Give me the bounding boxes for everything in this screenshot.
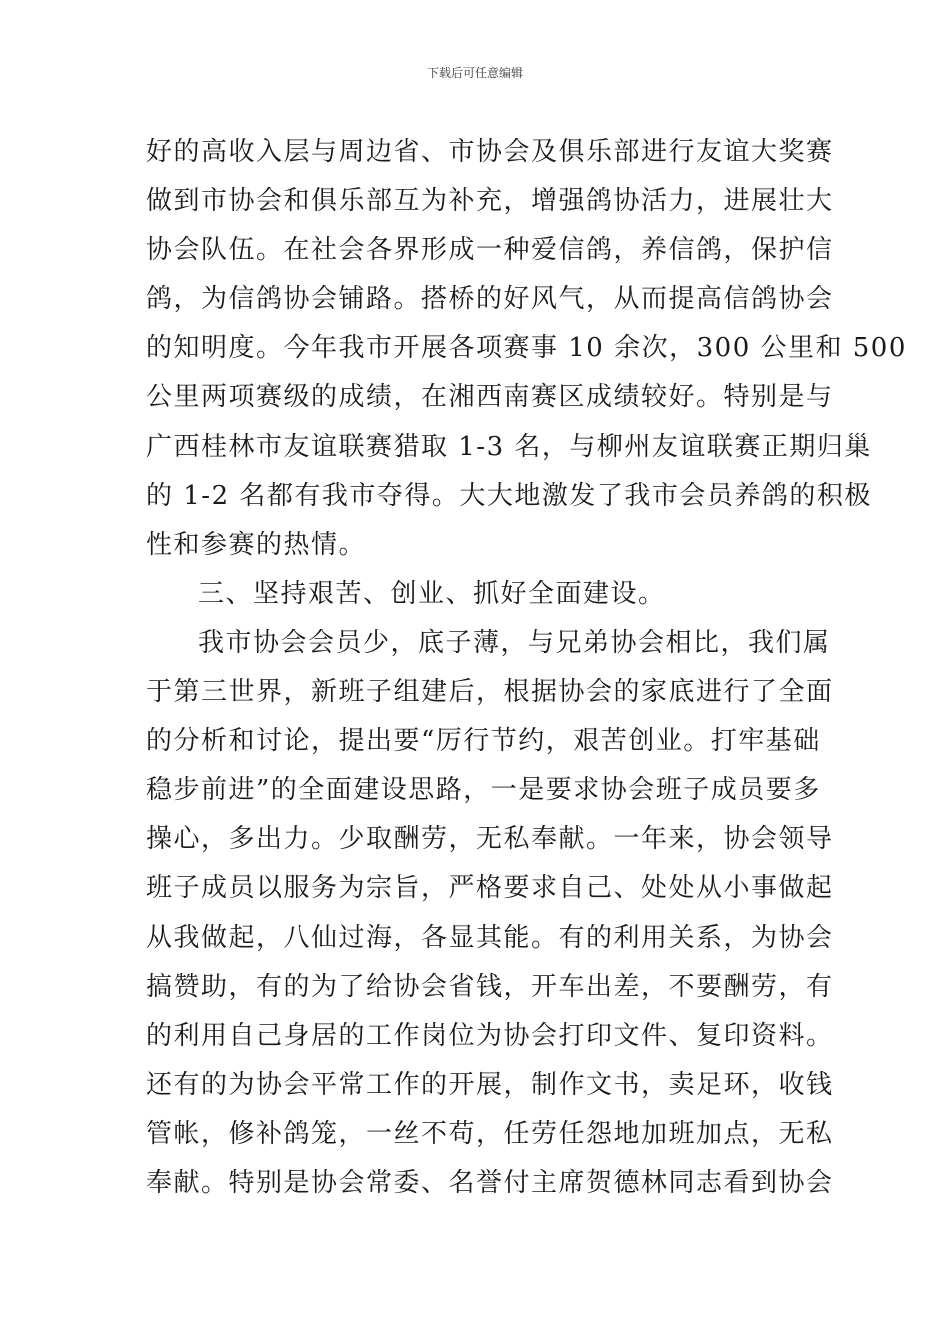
text-line: 班子成员以服务为宗旨，严格要求自己、处处从小事做起 <box>146 873 834 904</box>
text-line: 鸽，为信鸽协会铺路。搭桥的好风气，从而提高信鸽协会 <box>146 284 834 315</box>
text-line: 搞赞助，有的为了给协会省钱，开车出差，不要酬劳，有 <box>146 971 834 1002</box>
page-header: 下载后可任意编辑 <box>426 66 523 80</box>
text-line: 公里两项赛级的成绩，在湘西南赛区成绩较好。特别是与 <box>146 382 834 413</box>
text-line: 的分析和讨论，提出要“厉行节约，艰苦创业。打牢基础 <box>146 726 821 757</box>
text-line: 性和参赛的热情。 <box>146 529 367 560</box>
text-line: 从我做起，八仙过海，各显其能。有的利用关系，为协会 <box>146 922 834 953</box>
text-line: 的利用自己身居的工作岗位为协会打印文件、复印资料。 <box>146 1020 834 1051</box>
text-line: 好的高收入层与周边省、市协会及俱乐部进行友谊大奖赛 <box>146 137 834 167</box>
text-line: 管帐，修补鸽笼，一丝不苟，任劳任怨地加班加点，无私 <box>146 1118 834 1149</box>
text-line: 协会队伍。在社会各界形成一种爱信鸽，养信鸽，保护信 <box>146 235 834 266</box>
text-line: 的知明度。今年我市开展各项赛事 10 余次，300 公里和 500 <box>146 333 907 364</box>
text-line: 稳步前进”的全面建设思路，一是要求协会班子成员要多 <box>146 775 821 806</box>
text-line: 于第三世界，新班子组建后，根据协会的家底进行了全面 <box>146 677 834 708</box>
text-line: 操心，多出力。少取酬劳，无私奉献。一年来，协会领导 <box>146 824 834 855</box>
text-line: 还有的为协会平常工作的开展，制作文书，卖足环，收钱 <box>146 1069 834 1100</box>
text-line: 做到市协会和俱乐部互为补充，增强鸽协活力，进展壮大 <box>146 186 834 217</box>
text-line: 的 1-2 名都有我市夺得。大大地激发了我市会员养鸽的积极 <box>146 480 872 511</box>
text-line: 广西桂林市友谊联赛猎取 1-3 名，与柳州友谊联赛正期归巢 <box>146 431 872 462</box>
text-line: 奉献。特别是协会常委、名誉付主席贺德林同志看到协会 <box>146 1167 834 1198</box>
text-line: 三、坚持艰苦、创业、抓好全面建设。 <box>198 578 666 609</box>
document-body <box>146 128 907 1208</box>
text-line: 我市协会会员少，底子薄，与兄弟协会相比，我们属 <box>198 627 831 658</box>
